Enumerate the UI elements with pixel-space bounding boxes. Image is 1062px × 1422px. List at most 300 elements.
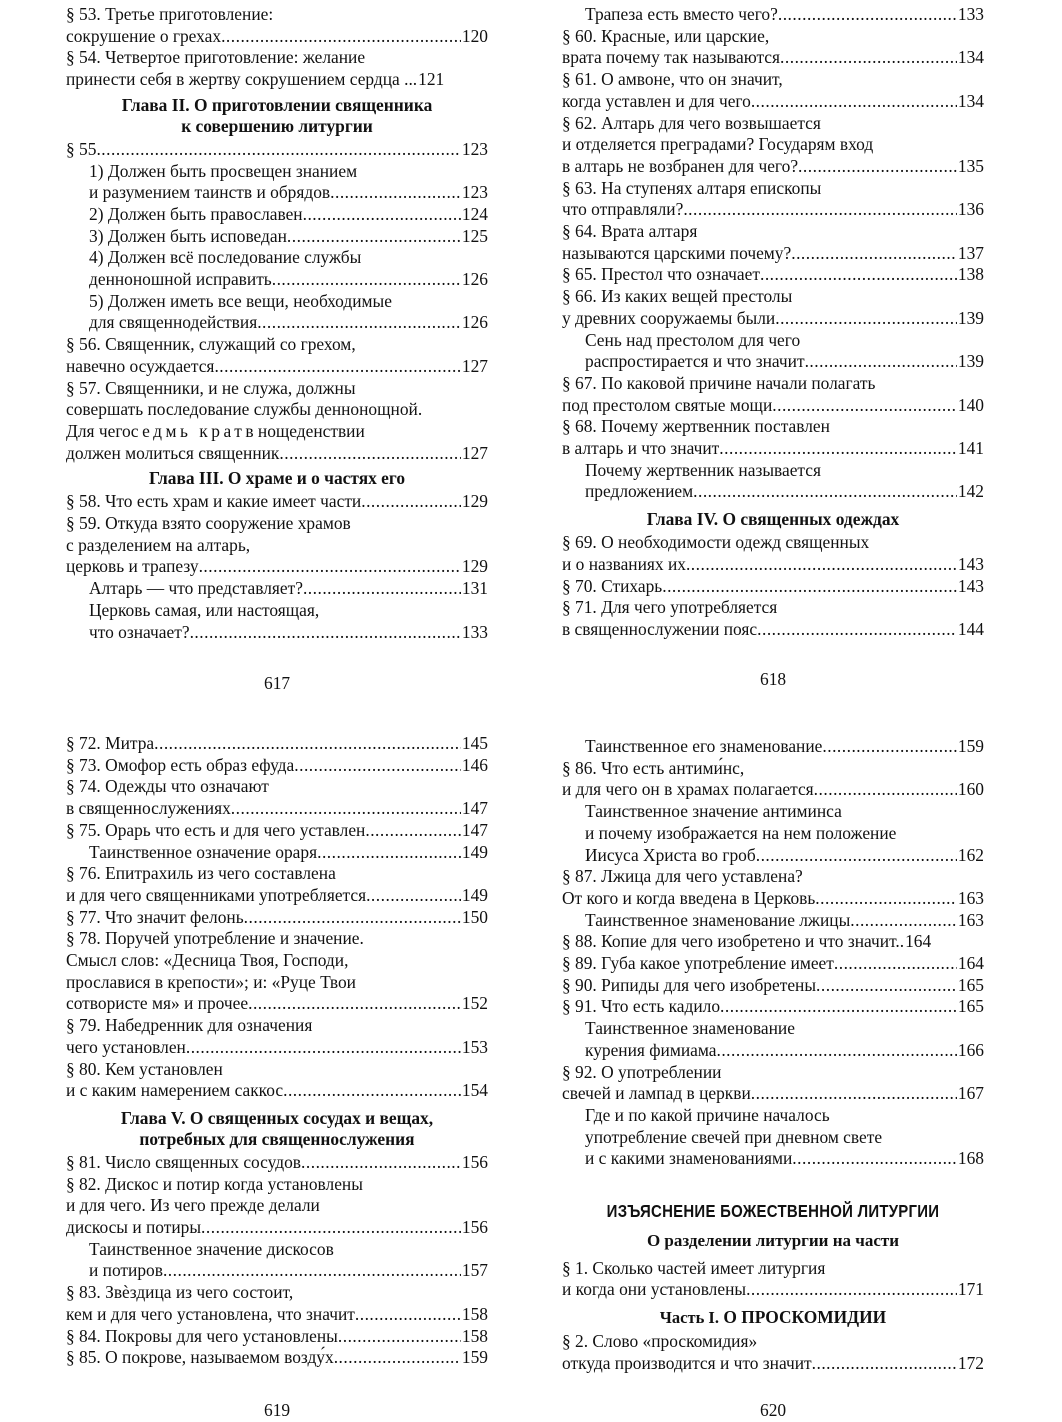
toc-text: § 73. Омофор есть образ ефуда (66, 754, 295, 775)
toc-page-number: 146 (461, 754, 488, 775)
toc-text: § 91. Что есть кадило (562, 996, 721, 1017)
toc-line (562, 199, 984, 221)
toc-text: чего установлен (66, 1036, 186, 1057)
toc-line (562, 532, 984, 554)
toc-text: Алтарь — что представляет? (89, 578, 303, 599)
toc-text: § 89. Губа какое употребление имеет (562, 953, 834, 974)
dot-leader (283, 1080, 461, 1102)
toc-text: когда уставлен и для чего (562, 90, 751, 111)
toc-line (66, 755, 488, 777)
dot-leader (791, 243, 957, 265)
page-number: 619 (264, 1400, 291, 1420)
dot-leader (163, 1260, 461, 1282)
chapter-heading-line: Глава V. О священных сосудах и вещах, (120, 1107, 434, 1128)
dot-leader (834, 953, 957, 975)
toc-text: § 65. Престол что означает (562, 264, 760, 285)
toc-page-number: 126 (461, 312, 488, 333)
toc-line (66, 513, 488, 535)
dot-leader (279, 443, 461, 465)
toc-line (66, 1347, 488, 1369)
toc-page-number: 129 (461, 491, 488, 512)
dot-leader (757, 619, 957, 641)
toc-line (66, 622, 488, 644)
toc-text: § 86. Что есть антими́нс, (562, 757, 745, 778)
toc-text: и когда они установлены (562, 1279, 747, 1300)
dot-leader (201, 1217, 461, 1239)
toc-line (562, 1040, 984, 1062)
toc-page-number: 159 (461, 1347, 488, 1368)
toc-line (66, 842, 488, 864)
toc-line (562, 619, 984, 641)
dot-leader (317, 842, 461, 864)
toc-text: Трапеза есть вместо чего? (585, 4, 778, 24)
toc-text: 3) Должен быть исповедан (89, 225, 287, 246)
toc-text: § 78. Поручей употребление и значение. (66, 928, 364, 949)
toc-page-number: 154 (461, 1080, 488, 1101)
toc-page-number: 153 (461, 1036, 488, 1057)
toc-page-number: 133 (461, 621, 488, 642)
toc-text: врата почему так называются (562, 47, 781, 68)
toc-text: § 62. Алтарь для чего возвышается (562, 112, 821, 133)
toc-text: дискосы и потиры (66, 1217, 202, 1238)
toc-text: § 90. Рипиды для чего изобретены (562, 974, 817, 995)
toc-text: Смысл слов: «Десница Твоя, Господи, (66, 950, 349, 971)
toc-page-number: 165 (957, 974, 984, 995)
dot-leader (330, 182, 461, 204)
toc-line (562, 4, 984, 26)
toc-page-number: 159 (957, 736, 984, 756)
dot-leader (816, 975, 957, 997)
toc-text: навечно осуждается (66, 355, 215, 376)
toc-line (66, 535, 488, 557)
toc-line (66, 950, 488, 972)
toc-line (66, 993, 488, 1015)
toc-text: § 84. Покровы для чего установлены (66, 1325, 338, 1346)
toc-text: § 58. Что есть храм и какие имеет части (66, 491, 362, 512)
toc-page-number: 139 (957, 351, 984, 372)
dot-leader (303, 204, 461, 226)
toc-text: Для чего (66, 420, 131, 441)
toc-text: сокрушение о грехах (66, 25, 222, 46)
toc-page-number: 136 (957, 199, 984, 220)
toc-text: Церковь самая, или настоящая, (89, 599, 320, 620)
toc-text: что отправляли? (562, 199, 684, 220)
toc-line (562, 178, 984, 200)
toc-page-number: 139 (957, 307, 984, 328)
dot-leader (154, 733, 461, 755)
dot-leader (746, 1279, 957, 1301)
toc-text: и почему изображается на нем положение (585, 822, 897, 843)
dot-leader (760, 264, 957, 286)
toc-line (562, 481, 984, 503)
toc-page-number: 165 (957, 996, 984, 1017)
toc-text: § 76. Епитрахиль из чего составлена (66, 863, 336, 884)
toc-line (562, 975, 984, 997)
toc-group (66, 4, 488, 91)
toc-text: в нощеденствии (245, 420, 365, 441)
toc-line (562, 1062, 984, 1084)
toc-page-number: 123 (461, 182, 488, 203)
toc-text: и для чего он в храмах полагается (562, 779, 814, 800)
toc-page-number: 149 (461, 884, 488, 905)
toc-text: § 66. Из каких вещей престолы (562, 286, 793, 307)
toc-page-number: 147 (461, 819, 488, 840)
toc-text: § 83. Звѐздица из чего состоит, (66, 1282, 294, 1303)
toc-page-number: 127 (461, 442, 488, 463)
dot-leader (248, 993, 461, 1015)
dot-leader (272, 269, 461, 291)
toc-line (66, 733, 488, 755)
toc-line (66, 1195, 488, 1217)
toc-page-number: 164 (905, 931, 932, 952)
toc-text: § 85. О покрове, называемом возду́х (66, 1347, 334, 1368)
toc-page-number: 127 (461, 355, 488, 376)
toc-line (562, 1127, 984, 1149)
dot-leader (199, 556, 461, 578)
toc-line (66, 578, 488, 600)
toc-line (562, 1258, 984, 1280)
toc-group (562, 1258, 984, 1301)
toc-group (562, 532, 984, 641)
toc-text: § 70. Стихарь (562, 575, 663, 596)
toc-text: совершать последование службы деннонощной. (66, 399, 423, 420)
toc-line (66, 1152, 488, 1174)
toc-line (66, 863, 488, 885)
toc-line (66, 356, 488, 378)
toc-page-number: 137 (957, 242, 984, 263)
dot-leader (693, 481, 957, 503)
toc-text: Где и по какой причине началось (585, 1104, 830, 1125)
toc-text: у древних сооружаемы были (562, 307, 776, 328)
toc-line (562, 373, 984, 395)
toc-text: Почему жертвенник называется (585, 459, 821, 480)
toc-line (562, 308, 984, 330)
chapter-heading-line: потребных для священнослужения (139, 1128, 415, 1149)
toc-page-number: 150 (461, 906, 488, 927)
chapter-heading-line: Глава II. О приготовлении священника (121, 94, 433, 115)
toc-page-number: 124 (461, 203, 488, 224)
toc-line (66, 1015, 488, 1037)
toc-line (562, 286, 984, 308)
toc-text: должен молиться священник (66, 442, 280, 463)
toc-line (66, 247, 488, 269)
toc-line (562, 395, 984, 417)
toc-page-number: 134 (957, 90, 984, 111)
toc-text: § 55 (66, 138, 97, 159)
toc-text: и разумением таинств и обрядов (89, 182, 331, 203)
toc-line (562, 47, 984, 69)
toc-text: церковь и трапезу (66, 556, 199, 577)
chapter-heading: Глава III. О храме и о частях его (148, 468, 406, 489)
toc-text: и для чего. Из чего прежде делали (66, 1195, 320, 1216)
dot-leader (257, 312, 461, 334)
toc-line (66, 1174, 488, 1196)
toc-text: От кого и когда введена в Церковь (562, 887, 816, 908)
toc-line (66, 378, 488, 400)
toc-line (562, 460, 984, 482)
dot-leader (751, 91, 957, 113)
toc-text: распростирается и что значит (585, 351, 805, 372)
toc-line (562, 1279, 984, 1301)
toc-group (66, 443, 488, 465)
toc-text: § 54. Четвертое приготовление: желание (66, 47, 366, 68)
toc-text: § 92. О употреблении (562, 1061, 722, 1082)
toc-line (66, 204, 488, 226)
toc-text: употребление свечей при дневном свете (585, 1126, 883, 1147)
toc-text: в алтарь и что значит (562, 438, 720, 459)
toc-text: принести себя в жертву сокрушением сердца ... (66, 69, 418, 90)
toc-line (562, 221, 984, 243)
dot-leader (815, 888, 957, 910)
toc-line (562, 416, 984, 438)
toc-page-number: 157 (461, 1260, 488, 1281)
toc-text: для священнодействия (89, 312, 258, 333)
dot-leader (775, 308, 957, 330)
toc-line (562, 996, 984, 1018)
dot-leader (686, 554, 957, 576)
toc-text: § 2. Слово «проскомидия» (562, 1330, 758, 1351)
toc-text: 5) Должен иметь все вещи, необходимые (89, 290, 392, 311)
toc-text: § 53. Третье приготовление: (66, 4, 274, 24)
toc-text: 2) Должен быть православен (89, 203, 303, 224)
toc-group (66, 1152, 488, 1369)
toc-page-number: 166 (957, 1039, 984, 1060)
toc-text: § 74. Одежды что означают (66, 776, 269, 797)
toc-line (562, 438, 984, 460)
toc-page-number: 123 (461, 138, 488, 159)
toc-page-number: 144 (957, 618, 984, 639)
toc-text: § 59. Откуда взято сооружение храмов (66, 513, 351, 534)
toc-text: и с каким намерением саккос (66, 1080, 284, 1101)
toc-line (562, 758, 984, 780)
toc-page-number: 140 (957, 394, 984, 415)
toc-page-number: 135 (957, 155, 984, 176)
toc-page-number: 143 (957, 575, 984, 596)
toc-text: с разделением на алтарь, (66, 534, 251, 555)
spaced-text: седмь крат (130, 420, 246, 441)
toc-page-number: 138 (957, 264, 984, 285)
dot-leader (221, 26, 461, 48)
toc-text: § 56. Священник, служащий со грехом, (66, 334, 356, 355)
toc-line (562, 823, 984, 845)
toc-line (562, 845, 984, 867)
page-number: 618 (760, 669, 787, 689)
dot-leader (294, 755, 461, 777)
toc-text: откуда производится и что значит (562, 1352, 812, 1373)
toc-line (562, 91, 984, 113)
toc-page-number: 158 (461, 1325, 488, 1346)
toc-line (66, 1326, 488, 1348)
toc-text: § 68. Почему жертвенник поставлен (562, 416, 830, 437)
toc-line (66, 1304, 488, 1326)
toc-page-number: 120 (461, 25, 488, 46)
dot-leader (720, 996, 957, 1018)
toc-text: § 71. Для чего употребляется (562, 597, 778, 618)
toc-group (66, 491, 488, 643)
toc-text: что означает? (89, 621, 190, 642)
toc-line (562, 330, 984, 352)
toc-line (66, 820, 488, 842)
toc-line (562, 779, 984, 801)
toc-text: § 60. Красные, или царские, (562, 25, 770, 46)
toc-group (562, 4, 984, 503)
toc-text: Иисуса Христа во гроб (585, 844, 756, 865)
dot-leader (751, 1083, 957, 1105)
dot-leader (366, 885, 461, 907)
toc-text: 4) Должен всё последование службы (89, 247, 362, 268)
toc-line (66, 312, 488, 334)
toc-line (66, 556, 488, 578)
toc-page-number: 129 (461, 556, 488, 577)
toc-text: денноношной исправить (89, 269, 272, 290)
toc-page-number: 121 (418, 69, 445, 90)
toc-text: и для чего священниками употребляется (66, 884, 367, 905)
dot-leader (822, 736, 957, 758)
toc-line (66, 182, 488, 204)
toc-page-number: 163 (957, 887, 984, 908)
toc-text: и о названиях их (562, 553, 686, 574)
toc-group (66, 733, 488, 1102)
dot-leader (683, 199, 957, 221)
toc-text: предложением (585, 481, 694, 502)
toc-line (562, 1018, 984, 1040)
toc-line (66, 928, 488, 950)
toc-page-number: 149 (461, 841, 488, 862)
toc-text: называются царскими почему? (562, 242, 792, 263)
toc-text: § 72. Митра (66, 733, 155, 753)
toc-line (66, 226, 488, 248)
dot-leader (756, 845, 957, 867)
dot-leader (287, 226, 461, 248)
toc-line (562, 69, 984, 91)
toc-page-number: 145 (461, 733, 488, 753)
dot-leader (805, 351, 957, 373)
toc-line (66, 26, 488, 48)
toc-line (66, 1260, 488, 1282)
dot-leader (365, 820, 461, 842)
dot-leader (814, 779, 957, 801)
part-heading (562, 1307, 984, 1329)
toc-line (562, 1105, 984, 1127)
toc-line (562, 866, 984, 888)
toc-text: Таинственное его знаменование (585, 736, 823, 756)
toc-line (66, 1037, 488, 1059)
toc-text: 1) Должен быть просвещен знанием (89, 160, 358, 181)
page-619 (66, 733, 488, 1369)
toc-text: и потиров (89, 1260, 163, 1281)
toc-line (66, 4, 488, 26)
dot-leader (303, 578, 461, 600)
toc-line (66, 600, 488, 622)
toc-page-number: 152 (461, 993, 488, 1014)
toc-line (562, 26, 984, 48)
toc-page-number: 168 (957, 1148, 984, 1169)
toc-text: § 63. На ступенях алтаря епископы (562, 177, 822, 198)
section-subtitle: О разделении литургии на части (646, 1231, 900, 1251)
toc-text: курения фимиама (585, 1039, 717, 1060)
toc-page-number: 131 (461, 578, 488, 599)
toc-page-number: 171 (957, 1279, 984, 1300)
toc-text: § 87. Лжица для чего уставлена? (562, 866, 803, 887)
toc-text: в священнослужениях (66, 798, 231, 819)
toc-page-number: 162 (957, 844, 984, 865)
toc-line (66, 421, 488, 443)
toc-text: § 80. Кем установлен (66, 1058, 223, 1079)
chapter-heading-line: к совершению литургии (181, 115, 373, 136)
dot-leader (778, 4, 957, 26)
toc-line (562, 576, 984, 598)
toc-line (66, 798, 488, 820)
toc-text: Таинственное знаменование лжицы (585, 909, 851, 930)
toc-line (66, 776, 488, 798)
page-number: 620 (760, 1400, 787, 1420)
toc-line (66, 69, 488, 91)
toc-line (66, 269, 488, 291)
toc-line (66, 491, 488, 513)
dot-leader (361, 491, 461, 513)
toc-page-number: 125 (461, 225, 488, 246)
toc-text: § 57. Священники, и не служа, должны (66, 377, 356, 398)
toc-line (66, 291, 488, 313)
page-618 (562, 4, 984, 641)
toc-line (66, 443, 488, 465)
dot-leader (792, 1148, 957, 1170)
toc-text: Сень над престолом для чего (585, 329, 801, 350)
toc-line (66, 907, 488, 929)
toc-text: § 82. Дискос и потир когда установлены (66, 1173, 363, 1194)
toc-text: в священнослужении пояс (562, 618, 758, 639)
toc-page-number: 126 (461, 269, 488, 290)
toc-page-number: 147 (461, 798, 488, 819)
toc-line (562, 888, 984, 910)
dot-leader (338, 1326, 461, 1348)
toc-text: и с какими знаменованиями (585, 1148, 793, 1169)
chapter-heading (66, 95, 488, 137)
dot-leader (214, 356, 460, 378)
toc-page-number: 158 (461, 1303, 488, 1324)
toc-line (562, 264, 984, 286)
toc-text: Таинственное значение антиминса (585, 801, 842, 822)
toc-line (66, 1217, 488, 1239)
toc-text: Таинственное знаменование (585, 1018, 795, 1039)
toc-line (562, 953, 984, 975)
dot-leader (190, 622, 461, 644)
toc-text: прославися в крепости»; и: «Руце Твои (66, 971, 356, 992)
toc-page-number: 133 (957, 4, 984, 24)
toc-line (562, 156, 984, 178)
toc-text: § 69. О необходимости одежд священных (562, 532, 870, 553)
dot-leader (186, 1037, 461, 1059)
toc-text: Таинственное значение дискосов (89, 1238, 334, 1259)
toc-text: § 67. По каковой причине начали полагать (562, 372, 876, 393)
toc-page-number: 156 (461, 1151, 488, 1172)
part-prefix: Часть I. (659, 1308, 719, 1328)
toc-line (562, 1353, 984, 1375)
toc-page-number: 156 (461, 1217, 488, 1238)
page-617 (66, 4, 488, 643)
dot-leader (301, 1152, 461, 1174)
toc-text: § 75. Орарь что есть и для чего уставлен (66, 819, 366, 840)
dot-leader (716, 1040, 956, 1062)
toc-line (562, 736, 984, 758)
page-number: 617 (264, 673, 291, 693)
toc-group (66, 139, 488, 421)
toc-line (562, 1148, 984, 1170)
dot-leader (662, 576, 957, 598)
toc-line (66, 972, 488, 994)
toc-text: § 1. Сколько частей имеет литургия (562, 1257, 826, 1278)
toc-text: § 88. Копие для чего изобретено и что значит.. (562, 931, 905, 952)
